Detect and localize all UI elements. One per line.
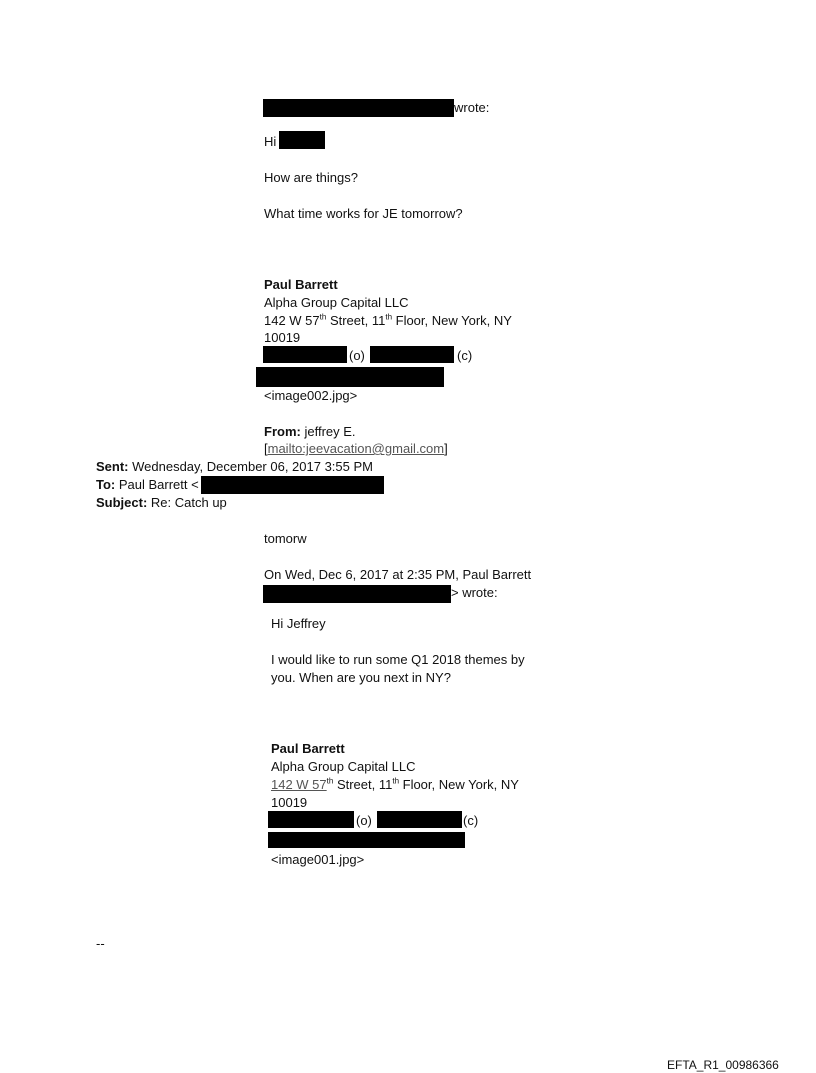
reply-body: tomorw — [264, 531, 307, 546]
sent-line: Sent: Wednesday, December 06, 2017 3:55 PM — [96, 459, 373, 474]
body-line: How are things? — [264, 170, 358, 185]
subject-line: Subject: Re: Catch up — [96, 495, 227, 510]
redaction-block — [263, 346, 347, 363]
signature-name: Paul Barrett — [264, 277, 338, 292]
document-id: EFTA_R1_00986366 — [667, 1058, 779, 1072]
greeting-text: Hi Jeffrey — [271, 616, 326, 631]
reply-on-line: On Wed, Dec 6, 2017 at 2:35 PM, Paul Barrett — [264, 567, 532, 582]
from-line: From: jeffrey E. — [264, 424, 356, 439]
to-line: To: Paul Barrett < — [96, 477, 199, 492]
redaction-block — [263, 99, 454, 117]
address-link[interactable]: 142 W 57 — [271, 777, 327, 792]
redaction-block — [268, 811, 354, 828]
cell-label: (c) — [457, 348, 473, 363]
mailto-link[interactable]: mailto:jeevacation@gmail.com — [267, 441, 445, 456]
wrote-text: > wrote: — [451, 585, 498, 600]
redaction-block — [279, 131, 325, 149]
redaction-block — [263, 585, 451, 603]
signature-zip: 10019 — [271, 795, 308, 810]
body-line: I would like to run some Q1 2018 themes by — [271, 652, 525, 667]
greeting-text: Hi — [264, 134, 277, 149]
signature-address: 142 W 57th Street, 11th Floor, New York, NY — [264, 312, 512, 328]
body-line: you. When are you next in NY? — [271, 670, 451, 685]
redaction-block — [370, 346, 454, 363]
redaction-block — [268, 832, 465, 848]
redaction-block — [201, 476, 384, 494]
redaction-block — [256, 367, 444, 387]
mailto-line: [mailto:jeevacation@gmail.com] — [264, 441, 448, 456]
cell-label: (c) — [463, 813, 479, 828]
body-line: What time works for JE tomorrow? — [264, 206, 463, 221]
redaction-block — [377, 811, 462, 828]
signature-zip: 10019 — [264, 330, 301, 345]
signature-address: 142 W 57th Street, 11th Floor, New York, NY — [271, 776, 519, 792]
signature-name: Paul Barrett — [271, 741, 345, 756]
image-attachment: <image002.jpg> — [264, 388, 358, 403]
wrote-text: wrote: — [454, 100, 490, 115]
image-attachment: <image001.jpg> — [271, 852, 365, 867]
office-label: (o) — [356, 813, 372, 828]
office-label: (o) — [349, 348, 365, 363]
separator-dashes: -- — [96, 936, 105, 951]
signature-company: Alpha Group Capital LLC — [271, 759, 416, 774]
signature-company: Alpha Group Capital LLC — [264, 295, 409, 310]
